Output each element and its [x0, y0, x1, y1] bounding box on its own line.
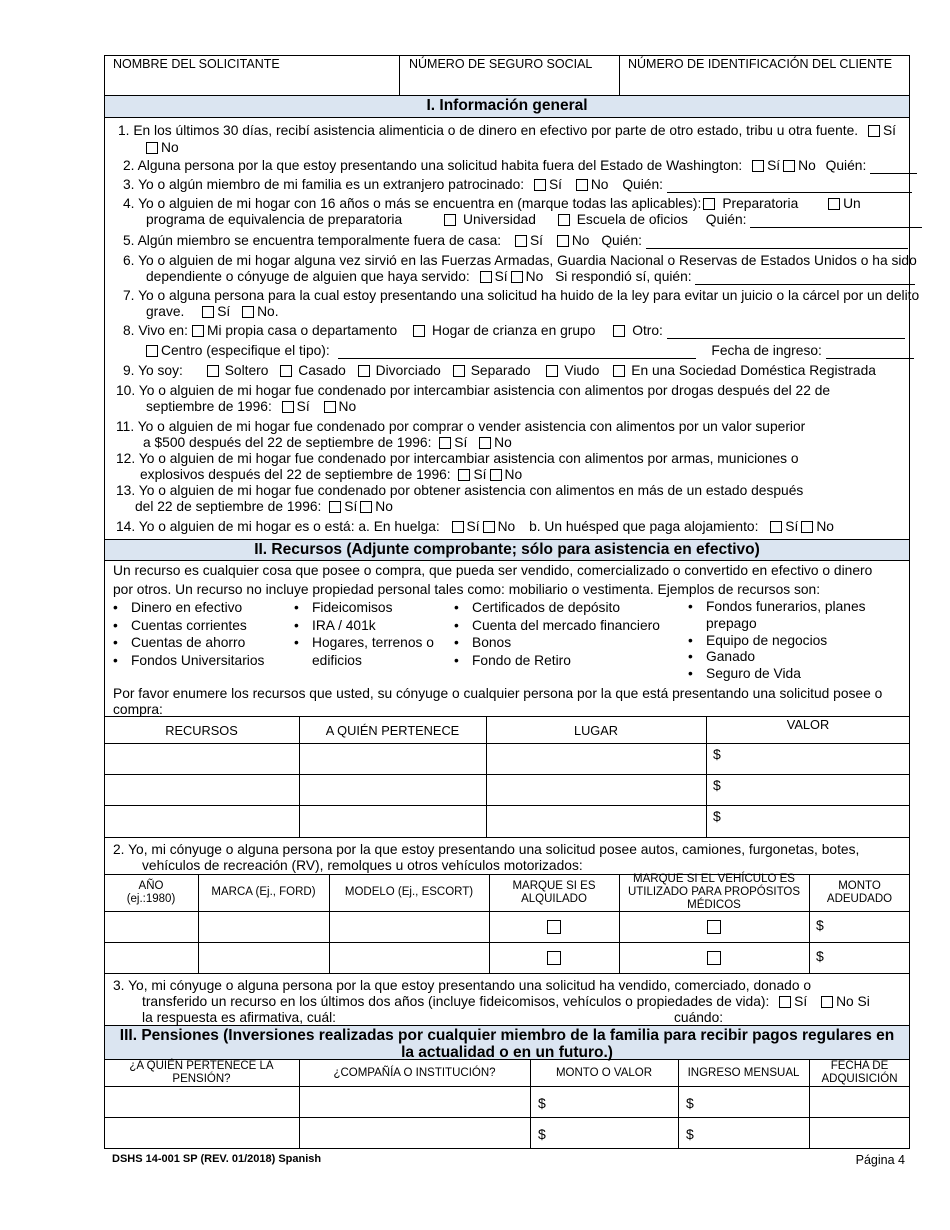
q9-casado-checkbox[interactable] [280, 365, 292, 377]
q12-si-checkbox[interactable] [458, 469, 470, 481]
q12-no-checkbox[interactable] [490, 469, 502, 481]
q9-soltero-checkbox[interactable] [207, 365, 219, 377]
q10-si-checkbox[interactable] [282, 401, 294, 413]
vehicle-1-rented-checkbox[interactable] [547, 920, 561, 934]
resource-value-3[interactable]: $ [713, 808, 721, 824]
question-1: 1. En los últimos 30 días, recibí asistencia alimenticia o de dinero en efectivo por parte de otro estado, tribu u otra fuente. Sí [118, 123, 896, 138]
pension-1-amount[interactable]: $ [538, 1095, 546, 1111]
resources-intro-2: por otros. Un recurso no incluye propiedad personal tales como: mobiliario o vestimenta. Ejemplos de recursos son: [113, 582, 821, 597]
col-header-lugar: LUGAR [573, 723, 619, 738]
q3-no-checkbox[interactable] [576, 179, 588, 191]
resources-list-col2: • Fideicomisos • IRA / 401k • Hogares, terrenos o edificios [294, 600, 434, 668]
q14-si-checkbox[interactable] [452, 521, 464, 533]
q9-viudo-checkbox[interactable] [546, 365, 558, 377]
applicant-name-label: NOMBRE DEL SOLICITANTE [113, 57, 280, 71]
q8-otro-checkbox[interactable] [613, 325, 625, 337]
q4-prep-checkbox[interactable] [703, 198, 715, 210]
q8-centro-checkbox[interactable] [146, 345, 158, 357]
question-3: 3. Yo o algún miembro de mi familia es un extranjero patrocinado: Sí No Quién: [123, 176, 912, 193]
q11-si-checkbox[interactable] [439, 437, 451, 449]
col-header-pension-owner: ¿A QUIÉN PERTENECE LA PENSIÓN? [129, 1060, 274, 1085]
col-header-medicos: MARQUE SI EL VEHÍCULO ES UTILIZADO PARA PROPÓSITOS MÉDICOS [627, 873, 801, 911]
vehicles-question-2: vehículos de recreación (RV), remolques u otros vehículos motorizados: [142, 858, 583, 873]
q9-separado-checkbox[interactable] [453, 365, 465, 377]
col-header-modelo: MODELO (Ej., ESCORT) [344, 886, 474, 898]
vehicle-2-rented-checkbox[interactable] [547, 951, 561, 965]
q5-si-checkbox[interactable] [515, 235, 527, 247]
question-9: 9. Yo soy: Soltero Casado Divorciado Separado Viudo En una Sociedad Doméstica Registrada [123, 363, 876, 378]
question-5: 5. Algún miembro se encuentra temporalmente fuera de casa: Sí No Quién: [123, 232, 908, 249]
q8-fecha-field[interactable] [826, 345, 914, 359]
q2-si-checkbox[interactable] [752, 160, 764, 172]
pension-2-monthly[interactable]: $ [686, 1126, 694, 1142]
resources-list-prompt-1: Por favor enumere los recursos que usted, su cónyuge o cualquier persona por la que está presentando una solicitud posee o [113, 686, 883, 701]
question-7: 7. Yo o alguna persona para la cual estoy presentando una solicitud ha huido de la ley para evitar un juicio o la cárcel por un delito [123, 288, 920, 303]
col-header-acquisition-date: FECHA DE ADQUISICIÓN [821, 1060, 898, 1085]
resource-value-1[interactable]: $ [713, 746, 721, 762]
q13-no-checkbox[interactable] [360, 501, 372, 513]
transfer-question-3: la respuesta es afirmativa, cuál: cuándo: [142, 1009, 902, 1026]
client-id-field[interactable] [621, 72, 908, 94]
q5-no-checkbox[interactable] [557, 235, 569, 247]
q3-si-checkbox[interactable] [534, 179, 546, 191]
col-header-pertenece: A QUIÉN PERTENECE [325, 723, 460, 738]
vehicle-1-owed[interactable]: $ [816, 917, 824, 933]
col-header-alquilado: MARQUE SI ES ALQUILADO [512, 880, 596, 905]
vehicle-2-owed[interactable]: $ [816, 948, 824, 964]
col-header-company: ¿COMPAÑÍA O INSTITUCIÓN? [333, 1067, 496, 1079]
transfer-cual-field[interactable] [336, 1012, 674, 1026]
q8-crianza-checkbox[interactable] [413, 325, 425, 337]
resources-list-col1: • Dinero en efectivo • Cuentas corrientes • Cuentas de ahorro • Fondos Universitarios [113, 600, 265, 668]
page-number: Página 4 [855, 1153, 905, 1167]
q4-un-checkbox[interactable] [828, 198, 840, 210]
q8-casa-checkbox[interactable] [192, 325, 204, 337]
q4-quien-field[interactable] [750, 214, 922, 228]
q14b-si-checkbox[interactable] [770, 521, 782, 533]
col-header-monthly-income: INGRESO MENSUAL [687, 1067, 800, 1079]
resources-list-prompt-2: compra: [113, 702, 163, 717]
transfer-question-1: 3. Yo, mi cónyuge o alguna persona por la que estoy presentando una solicitud ha vendido, comerciado, donado o [113, 978, 812, 993]
q14-no-checkbox[interactable] [483, 521, 495, 533]
section-3-title: III. Pensiones (Inversiones realizadas por cualquier miembro de la familia para recibir pagos regulares en la actualidad o en un futuro.) [105, 1025, 909, 1060]
client-id-label: NÚMERO DE IDENTIFICACIÓN DEL CLIENTE [628, 57, 893, 71]
pension-2-amount[interactable]: $ [538, 1126, 546, 1142]
col-header-marca: MARCA (Ej., FORD) [211, 886, 316, 898]
q2-quien-field[interactable] [870, 160, 917, 174]
q14b-no-checkbox[interactable] [801, 521, 813, 533]
question-8: 8. Vivo en: Mi propia casa o departamento Hogar de crianza en grupo Otro: [123, 322, 905, 339]
section-2-title: II. Recursos (Adjunte comprobante; sólo para asistencia en efectivo) [105, 539, 909, 561]
col-header-ano: AÑO (ej.:1980) [126, 880, 176, 905]
q1-no-checkbox[interactable] [146, 142, 158, 154]
q4-univ-checkbox[interactable] [444, 214, 456, 226]
col-header-valor: VALOR [786, 717, 830, 732]
vehicle-2-medical-checkbox[interactable] [707, 951, 721, 965]
q5-quien-field[interactable] [646, 235, 908, 249]
q10-no-checkbox[interactable] [324, 401, 336, 413]
q9-sociedad-checkbox[interactable] [613, 365, 625, 377]
q11-no-checkbox[interactable] [479, 437, 491, 449]
col-header-recursos: RECURSOS [165, 723, 238, 738]
form-id: DSHS 14-001 SP (REV. 01/2018) Spanish [112, 1153, 322, 1165]
resources-list-col3: • Certificados de depósito • Cuenta del mercado financiero • Bonos • Fondo de Retiro [454, 600, 660, 668]
resources-intro-1: Un recurso es cualquier cosa que posee o compra, que pueda ser vendido, comercializado o convertido en efectivo o dinero [113, 563, 873, 578]
q7-no-checkbox[interactable] [242, 306, 254, 318]
ssn-label: NÚMERO DE SEGURO SOCIAL [409, 57, 593, 71]
ssn-field[interactable] [401, 72, 617, 94]
q3-transfer-no-checkbox[interactable] [821, 996, 833, 1008]
q13-si-checkbox[interactable] [329, 501, 341, 513]
vehicle-1-medical-checkbox[interactable] [707, 920, 721, 934]
q7-si-checkbox[interactable] [202, 306, 214, 318]
q8-centro-field[interactable] [338, 345, 696, 359]
q6-no-checkbox[interactable] [511, 271, 523, 283]
resources-list-col4: • Fondos funerarios, planes prepago • Equipo de negocios • Ganado • Seguro de Vida [688, 599, 866, 682]
col-header-adeudado: MONTO ADEUDADO [826, 880, 893, 905]
question-13: 13. Yo o alguien de mi hogar fue condenado por obtener asistencia con alimentos en más de un estado después [116, 483, 804, 498]
transfer-question-2: transferido un recurso en los últimos dos años (incluye fideicomisos, vehículos o propiedades de vida): Sí No Si [142, 994, 870, 1009]
vehicles-question-1: 2. Yo, mi cónyuge o alguna persona por la que estoy presentando una solicitud posee autos, camiones, furgonetas, botes, [113, 842, 860, 857]
section-1-title: I. Información general [105, 95, 909, 118]
question-11: 11. Yo o alguien de mi hogar fue condenado por comprar o vender asistencia con alimentos por un valor superior [116, 419, 806, 434]
q8-otro-field[interactable] [667, 325, 905, 339]
question-12: 12. Yo o alguien de mi hogar fue condenado por intercambiar asistencia con alimentos por armas, municiones o [116, 451, 799, 466]
q6-si-checkbox[interactable] [480, 271, 492, 283]
col-header-amount: MONTO O VALOR [555, 1067, 653, 1079]
q3-quien-field[interactable] [667, 179, 912, 193]
resource-value-2[interactable]: $ [713, 777, 721, 793]
pension-1-monthly[interactable]: $ [686, 1095, 694, 1111]
q1-si-checkbox[interactable] [868, 125, 880, 137]
question-10: 10. Yo o alguien de mi hogar fue condenado por intercambiar asistencia con alimentos por drogas después del 22 de [116, 383, 831, 398]
q4-oficios-checkbox[interactable] [558, 214, 570, 226]
question-14: 14. Yo o alguien de mi hogar es o está: a. En huelga: Sí No b. Un huésped que paga alojamiento: Sí No [116, 519, 834, 534]
q9-divorciado-checkbox[interactable] [358, 365, 370, 377]
q6-quien-field[interactable] [695, 271, 915, 285]
applicant-name-field[interactable] [106, 72, 398, 94]
question-4: 4. Yo o alguien de mi hogar con 16 años o más se encuentra en (marque todas las aplicables): Preparatoria Un [123, 196, 861, 211]
question-6: 6. Yo o alguien de mi hogar alguna vez sirvió en las Fuerzas Armadas, Guardia Nacional o Reservas de Estados Unidos o ha sido [123, 253, 917, 268]
q3-transfer-si-checkbox[interactable] [779, 996, 791, 1008]
question-2: 2. Alguna persona por la que estoy presentando una solicitud habita fuera del Estado de Washington: Sí No Quién: [123, 157, 917, 174]
q2-no-checkbox[interactable] [783, 160, 795, 172]
transfer-cuando-field[interactable] [727, 1012, 902, 1026]
